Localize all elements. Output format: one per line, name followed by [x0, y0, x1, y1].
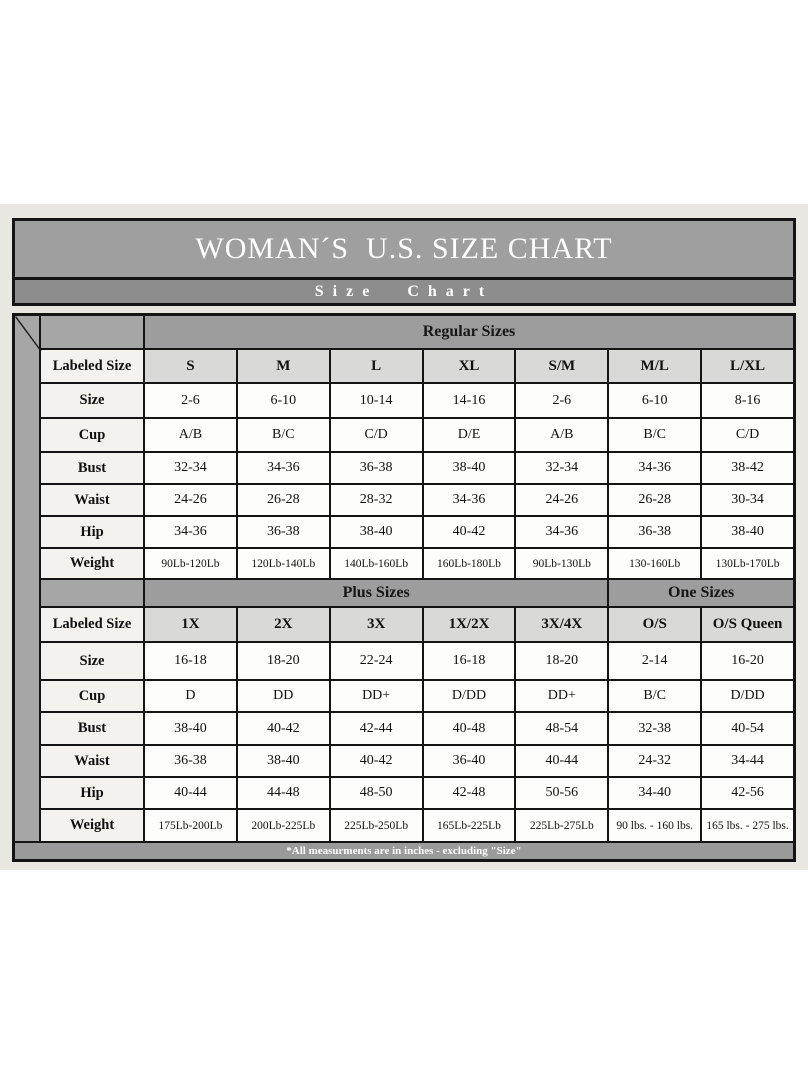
row-label: Weight [41, 810, 143, 841]
data-cell: A/B [145, 419, 236, 451]
data-cell: 225Lb-275Lb [516, 810, 607, 841]
data-cell: 24-32 [609, 746, 700, 776]
data-cell: 14-16 [424, 384, 515, 417]
data-cell: 32-38 [609, 713, 700, 744]
data-cell: 28-32 [331, 485, 422, 515]
data-cell: 26-28 [609, 485, 700, 515]
section-corner-cell [41, 316, 143, 348]
data-cell: DD+ [516, 681, 607, 711]
data-cell: C/D [702, 419, 793, 451]
data-cell: 160Lb-180Lb [424, 549, 515, 578]
data-cell: 24-26 [145, 485, 236, 515]
column-header: L/XL [702, 350, 793, 382]
chart-content [12, 218, 796, 862]
data-cell: 34-40 [609, 778, 700, 808]
data-cell: 34-36 [516, 517, 607, 547]
data-cell: B/C [238, 419, 329, 451]
data-cell: 42-44 [331, 713, 422, 744]
data-cell: 34-36 [145, 517, 236, 547]
data-cell: 26-28 [238, 485, 329, 515]
data-cell: 36-38 [145, 746, 236, 776]
data-cell: 34-36 [238, 453, 329, 483]
data-cell: 40-42 [331, 746, 422, 776]
data-cell: D/DD [424, 681, 515, 711]
data-cell: 90Lb-130Lb [516, 549, 607, 578]
title-banner [12, 218, 796, 280]
row-label: Waist [41, 485, 143, 515]
data-cell: 38-40 [145, 713, 236, 744]
column-header: 3X [331, 608, 422, 641]
data-cell: DD+ [331, 681, 422, 711]
row-label-labeled-size: Labeled Size [41, 608, 143, 641]
row-label: Size [41, 384, 143, 417]
data-cell: 16-20 [702, 643, 793, 679]
data-cell: 165Lb-225Lb [424, 810, 515, 841]
subtitle-banner [12, 280, 796, 306]
data-cell: 175Lb-200Lb [145, 810, 236, 841]
row-label-labeled-size: Labeled Size [41, 350, 143, 382]
data-cell: 130Lb-170Lb [702, 549, 793, 578]
data-cell: 36-38 [331, 453, 422, 483]
column-header: L [331, 350, 422, 382]
data-cell: 8-16 [702, 384, 793, 417]
row-label: Bust [41, 713, 143, 744]
column-header: 1X [145, 608, 236, 641]
data-cell: 50-56 [516, 778, 607, 808]
data-cell: D [145, 681, 236, 711]
subtitle-text: Size Chart [314, 282, 494, 300]
column-header: XL [424, 350, 515, 382]
data-cell: 2-14 [609, 643, 700, 679]
section-corner-cell [41, 580, 143, 606]
column-header: 3X/4X [516, 608, 607, 641]
section-header: One Sizes [609, 580, 793, 606]
footnote: *All measurments are in inches - excluding "Size" [15, 843, 793, 859]
data-cell: 2-6 [145, 384, 236, 417]
data-cell: DD [238, 681, 329, 711]
data-cell: 34-36 [424, 485, 515, 515]
data-cell: 36-38 [609, 517, 700, 547]
data-cell: 30-34 [702, 485, 793, 515]
data-cell: A/B [516, 419, 607, 451]
data-cell: 130-160Lb [609, 549, 700, 578]
row-label: Bust [41, 453, 143, 483]
column-header: S [145, 350, 236, 382]
data-cell: 6-10 [238, 384, 329, 417]
data-cell: 38-42 [702, 453, 793, 483]
column-header: S/M [516, 350, 607, 382]
row-label: Hip [41, 778, 143, 808]
data-cell: 38-40 [238, 746, 329, 776]
data-cell: 40-48 [424, 713, 515, 744]
data-cell: 34-44 [702, 746, 793, 776]
data-cell: 225Lb-250Lb [331, 810, 422, 841]
page-title: WOMAN´S U.S. SIZE CHART [195, 232, 613, 265]
table-left-gutter [15, 316, 39, 841]
data-cell: 165 lbs. - 275 lbs. [702, 810, 793, 841]
data-cell: 42-48 [424, 778, 515, 808]
size-chart-table [12, 313, 796, 862]
column-header: 1X/2X [424, 608, 515, 641]
data-cell: 24-26 [516, 485, 607, 515]
column-header: O/S [609, 608, 700, 641]
data-cell: 38-40 [331, 517, 422, 547]
data-cell: C/D [331, 419, 422, 451]
row-label: Hip [41, 517, 143, 547]
row-label: Weight [41, 549, 143, 578]
data-cell: 48-50 [331, 778, 422, 808]
data-cell: 40-42 [424, 517, 515, 547]
data-cell: 40-42 [238, 713, 329, 744]
data-cell: 48-54 [516, 713, 607, 744]
data-cell: 38-40 [424, 453, 515, 483]
data-cell: 16-18 [424, 643, 515, 679]
row-label: Cup [41, 419, 143, 451]
data-cell: 140Lb-160Lb [331, 549, 422, 578]
data-cell: 16-18 [145, 643, 236, 679]
data-cell: 120Lb-140Lb [238, 549, 329, 578]
data-cell: 40-44 [145, 778, 236, 808]
data-cell: 18-20 [516, 643, 607, 679]
data-cell: D/DD [702, 681, 793, 711]
data-cell: 90Lb-120Lb [145, 549, 236, 578]
column-header: M/L [609, 350, 700, 382]
data-cell: 22-24 [331, 643, 422, 679]
data-cell: 44-48 [238, 778, 329, 808]
data-cell: 32-34 [516, 453, 607, 483]
data-cell: 34-36 [609, 453, 700, 483]
data-cell: 90 lbs. - 160 lbs. [609, 810, 700, 841]
data-cell: 32-34 [145, 453, 236, 483]
data-cell: 18-20 [238, 643, 329, 679]
data-cell: 36-38 [238, 517, 329, 547]
column-header: M [238, 350, 329, 382]
data-cell: 6-10 [609, 384, 700, 417]
row-label: Size [41, 643, 143, 679]
data-cell: 40-44 [516, 746, 607, 776]
row-label: Cup [41, 681, 143, 711]
data-cell: 40-54 [702, 713, 793, 744]
data-cell: 10-14 [331, 384, 422, 417]
section-header: Regular Sizes [145, 316, 793, 348]
column-header: O/S Queen [702, 608, 793, 641]
data-cell: 2-6 [516, 384, 607, 417]
data-cell: 38-40 [702, 517, 793, 547]
data-cell: 42-56 [702, 778, 793, 808]
data-cell: B/C [609, 681, 700, 711]
data-cell: 36-40 [424, 746, 515, 776]
column-header: 2X [238, 608, 329, 641]
section-header: Plus Sizes [145, 580, 607, 606]
row-label: Waist [41, 746, 143, 776]
data-cell: D/E [424, 419, 515, 451]
data-cell: 200Lb-225Lb [238, 810, 329, 841]
data-cell: B/C [609, 419, 700, 451]
